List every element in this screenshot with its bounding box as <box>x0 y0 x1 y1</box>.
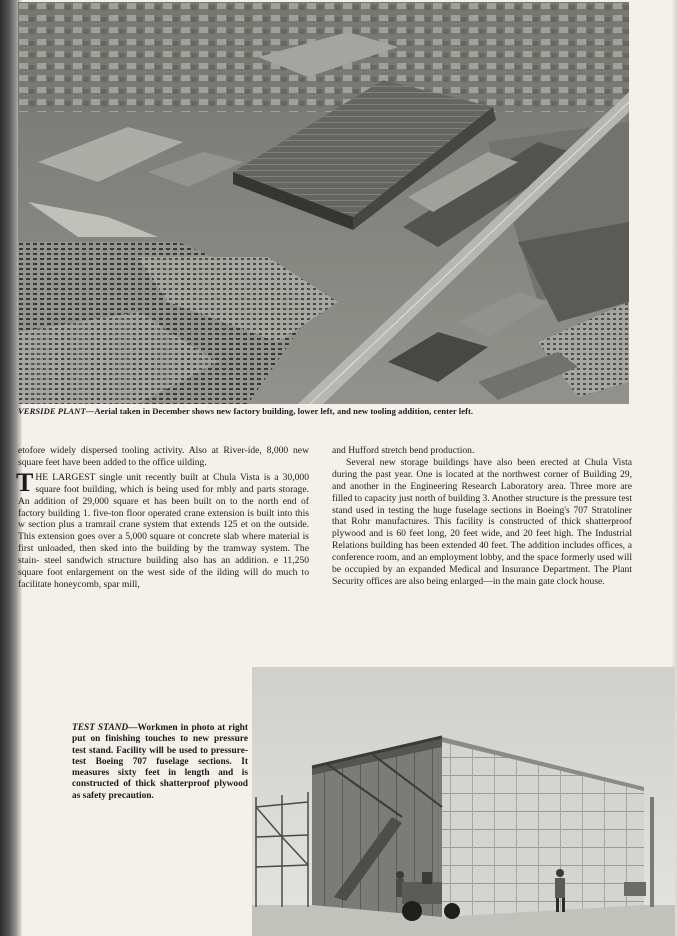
paragraph-with-dropcap <box>16 467 309 591</box>
caption-lead: VERSIDE PLANT— <box>18 406 95 416</box>
caption-lead: TEST STAND— <box>72 723 138 733</box>
test-stand-caption <box>72 723 248 802</box>
aerial-photo-caption <box>18 406 668 416</box>
aerial-plant-photo <box>18 2 629 404</box>
article-column-right <box>332 445 632 588</box>
caption-text: Aerial taken in December shows new factory building, lower left, and new tooling addition, center left. <box>94 406 474 416</box>
paragraph-text: HE LARGEST single unit recently built at Chula Vista is a 30,000 square foot building, which is being used for mbly and parts storage. An addition of 29,000 square et has been built on to the north end of factory building 1. five-ton floor operated crane extension is built into this w section plus a tramrail crane system that extends 125 et on the outside. This extension goes over a 5,000 square ot concrete slab where material is first unloaded, then sked into the building by the tramway system. The stain- steel sandwich structure building also has an addition. e 11,250 square foot enlargement on the west side of the ilding will do much to facilitate honeycomb, spar mill, <box>18 471 309 590</box>
paragraph: etofore widely dispersed tooling activity. Also at River-ide, 8,000 new square feet have been added to the office uilding. <box>18 445 309 468</box>
caption-text: Workmen in photo at right put on finishing touches to new pressure test stand. Facility will be used to pressure-test Boeing 707 fuselage sections. It measures sixty feet in length and is constructed of thick shatterproof plywood as safety precaution. <box>72 723 249 801</box>
article-column-left <box>18 445 309 591</box>
test-stand-photo <box>252 667 675 936</box>
paragraph: and Hufford stretch bend production. <box>332 445 475 456</box>
paragraph: Several new storage buildings have also been erected at Chula Vista during the past year. One is located at the northwest corner of Building 29, and another in the Engineering Research Laboratory area. Three more are filled to capacity just north of building 3. Another structure is the pressure test stand used in testing the huge fuselage sections in Boeing's 707 Stratoliner that Rohr manufactures. This facility is constructed of thick shatterproof plywood and is 60 feet long, 20 feet wide, and 20 feet high. The Industrial Relations building has been extended 40 feet. The addition includes offices, a conference room, and an employment lobby, and the space formerly used will be occupied by an expanded Medical and Insurance Department. The Plant Security offices are also being enlarged—in the main gate clock house. <box>332 456 633 587</box>
drop-cap: T <box>16 467 34 497</box>
